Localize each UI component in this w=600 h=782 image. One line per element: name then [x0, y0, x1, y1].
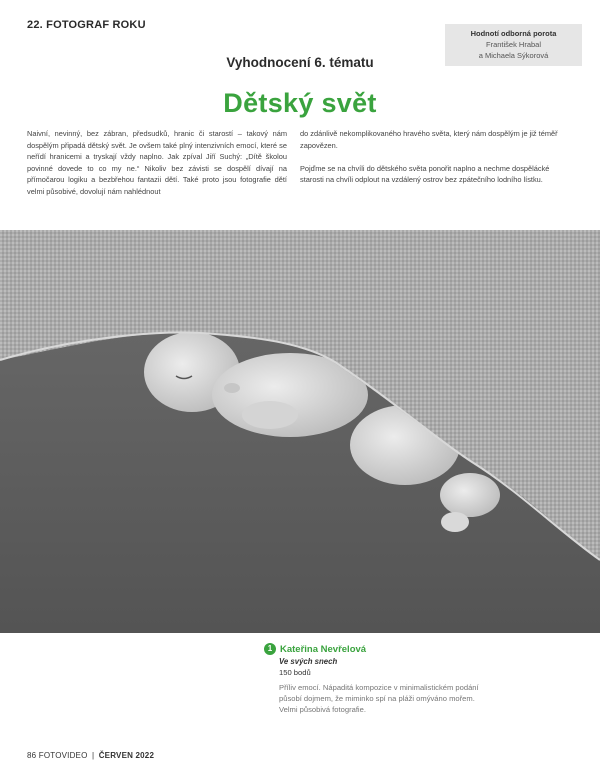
article-title: Dětský svět	[223, 88, 377, 118]
photo-illustration	[0, 230, 600, 633]
paragraph: Pojďme se na chvíli do dětského světa ponořit naplno a nechme dospělácké starosti na chvíli odplout na vzdálený ostrov bez zpátečního lodního lístku.	[300, 163, 550, 184]
photo-points: 150 bodů	[279, 668, 311, 677]
page-footer	[27, 751, 154, 760]
jury-member-1: František Hrabal	[485, 40, 542, 49]
jury-title: Hodnotí odborná porota	[470, 29, 557, 38]
section-label: 22. FOTOGRAF ROKU	[27, 19, 146, 31]
paragraph: do zdánlivě nekomplikovaného hravého světa, který nám dospělým je již téměř zapovězen.	[300, 129, 558, 150]
magazine-name: FOTOVIDEO	[38, 751, 88, 760]
featured-photo	[0, 230, 600, 633]
page-number: 86	[27, 751, 37, 760]
photo-title: Ve svých snech	[279, 657, 338, 666]
article-subtitle: Vyhodnocení 6. tématu	[226, 55, 374, 70]
issue-date: ČERVEN 2022	[98, 751, 155, 760]
text-column-right	[300, 128, 570, 197]
photo-caption	[264, 642, 494, 715]
rank-badge: 1	[264, 643, 276, 655]
photo-author: Kateřina Nevřelová	[280, 643, 367, 655]
paragraph: Naivní, nevinný, bez zábran, předsudků, hranic či starostí – takový nám dospělým připadá dětský svět. Je ovšem také plný intenzivních emocí, které se neřídí hranicemi a tryskají vždy naplno. Jak zpíval Jiří Suchý: „Dítě školou povinné dovede to co my ne.“ Nikoliv bez závisti se dospělí dívají na přímočarou logiku a bezbřehou fantazii dětí. Také proto jsou fotografie dětí velmi působivé, dovolují nám nahlédnout	[27, 129, 287, 196]
footer-separator: |	[91, 751, 95, 760]
photo-description: Příliv emocí. Nápaditá kompozice v minimalistickém podání působí dojmem, že miminko spí na pláži omýváno mořem. Velmi působivá fotografie.	[279, 683, 479, 714]
text-column-left	[27, 128, 287, 209]
jury-member-2: a Michaela Sýkorová	[478, 51, 549, 60]
